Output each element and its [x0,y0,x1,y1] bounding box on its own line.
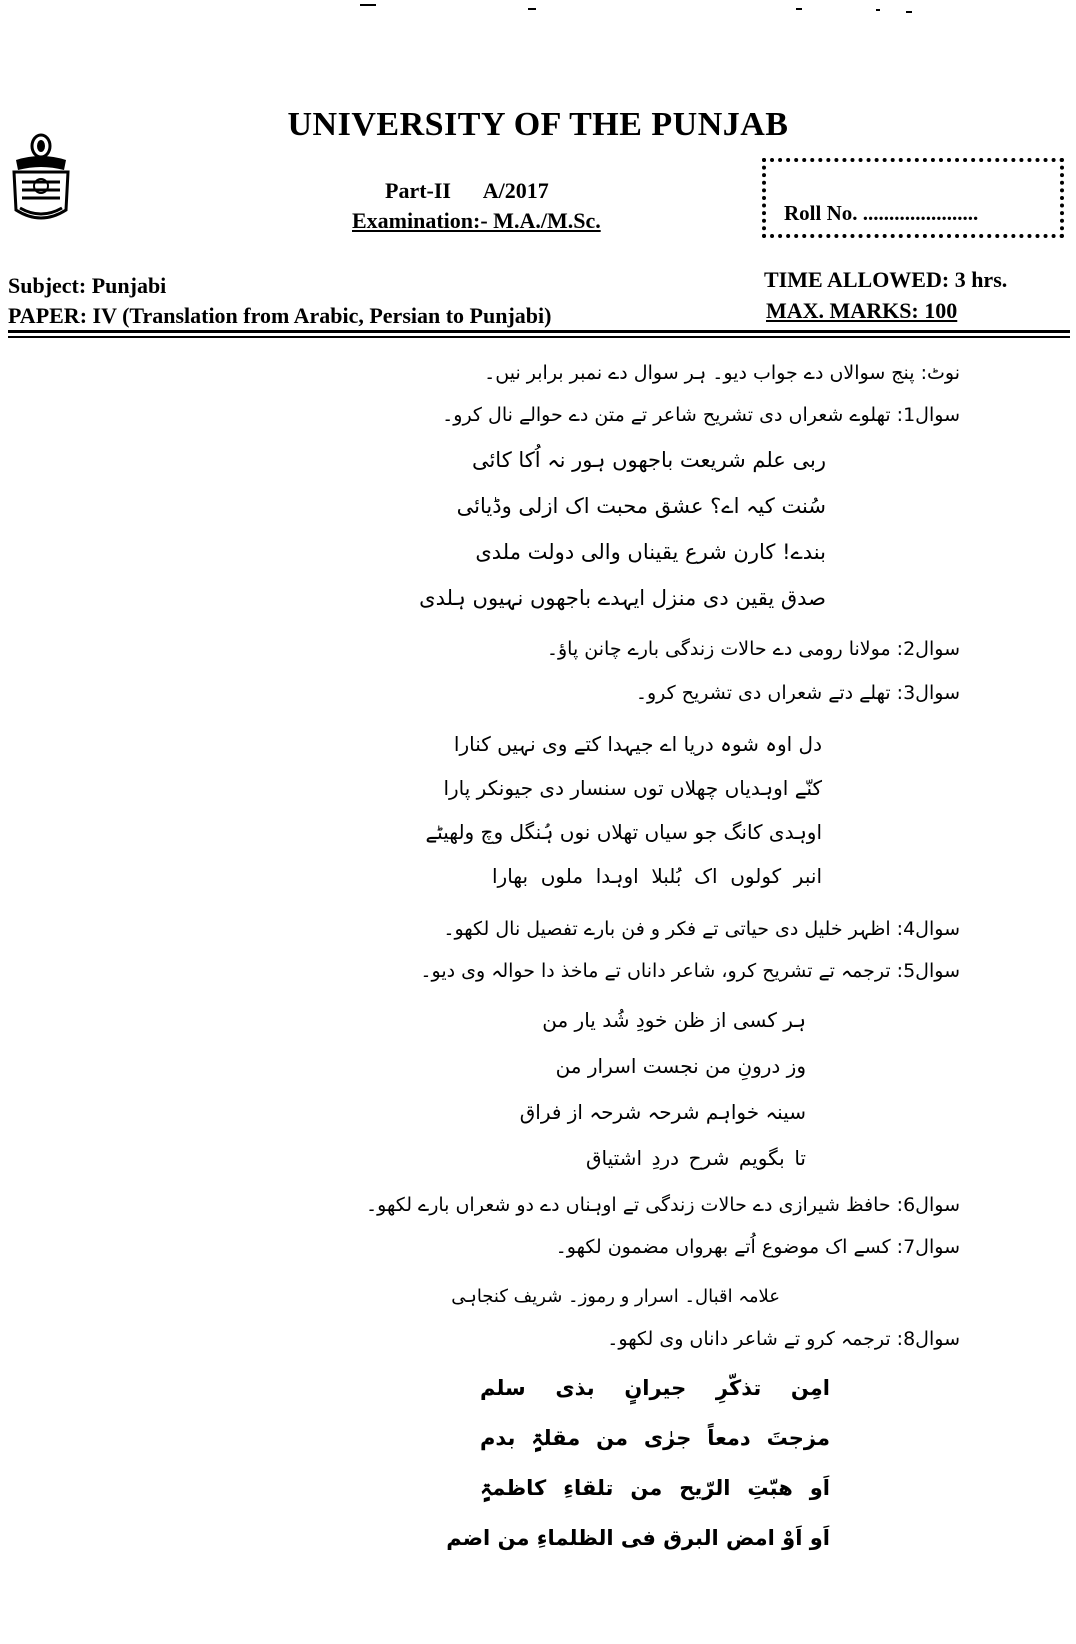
verse-line: سینہ خواہم شرحہ شرحہ از فراق [519,1100,806,1124]
verse-line: بندے! کارن شرع یقیناں والی دولت ملدی [475,540,826,564]
question-1-verses [419,448,826,632]
question-3: سوال3: تھلے دتے شعراں دی تشریح کرو۔ [635,682,960,704]
scan-marks [0,0,1076,14]
verse-line: وز درونِ من نجست اسرار من [555,1054,806,1078]
verse-line: اَو اَوْ امض البرق فی الظلماءِ من اضم [446,1526,830,1550]
subject-label: Subject: Punjabi [8,273,167,298]
question-8-verses [446,1376,830,1576]
verse-line: امِن تذکّرِ جیرانٍ بذی سلم [480,1376,830,1400]
part-label: Part-II A/2017 [385,178,549,203]
paper-label: PAPER: IV (Translation from Arabic, Persian to Punjabi) [8,303,552,328]
question-7-topics: علامہ اقبال۔ اسرار و رموز۔ شریف کنجاہی [451,1286,780,1307]
question-7: سوال7: کسے اک موضوع اُتے بھرواں مضمون لکھو۔ [555,1236,960,1258]
verse-line: سُنت کیہ اے؟ عشق محبت اک ازلی وڈیائی [456,494,826,518]
verse-line: انبر کولوں اک بُلبلا اوہدا ملوں بھارا [492,864,822,888]
verse-line: دل اوہ شوہ دریا اے جیہدا کتے وی نہیں کنارا [453,732,822,756]
verse-line: صدق یقین دی منزل ایہدے باجھوں نہیوں ہلدی [419,586,826,610]
roll-number-box [762,158,1064,238]
question-5-verses [519,1008,806,1192]
question-3-verses [425,732,822,908]
question-6: سوال6: حافظ شیرازی دے حالات زندگی تے اوہناں دے دو شعراں بارے لکھو۔ [366,1194,960,1216]
verse-line: تا بگویم شرح دردِ اشتیاق [586,1146,806,1170]
roll-number-label: Roll No. ...................... [784,201,979,225]
header-divider [8,330,1070,333]
question-5: سوال5: ترجمہ تے تشریح کرو، شاعر داناں تے ماخذ دا حوالہ وی دیو۔ [420,960,960,982]
verse-line: ہر کسی از ظن خودِ شُد یار من [542,1008,806,1032]
verse-line: اَو ھبّتِ الرّیح من تلقاءِ کاظمۃٍ [480,1476,830,1500]
examination-label: Examination:- M.A./M.Sc. [352,208,601,233]
verse-line: کنّے اوہدیاں چھلاں توں سنسار دی جیونکر پارا [443,776,822,800]
note-text: نوٹ: پنج سوالاں دے جواب دیو۔ ہر سوال دے نمبر برابر نیں۔ [484,362,960,384]
question-4: سوال4: اظہر خلیل دی حیاتی تے فکر و فن بارے تفصیل نال لکھو۔ [443,918,960,940]
question-2: سوال2: مولانا رومی دے حالات زندگی بارے چانن پاؤ۔ [546,638,960,660]
question-1: سوال1: تھلوے شعراں دی تشریح شاعر تے متن دے حوالے نال کرو۔ [442,404,960,426]
question-8: سوال8: ترجمہ کرو تے شاعر داناں وی لکھو۔ [607,1328,960,1350]
max-marks: MAX. MARKS: 100 [766,298,958,323]
verse-line: مزجتَ دمعاً جرٰی من مقلۃٍ بدم [480,1426,830,1450]
time-allowed: TIME ALLOWED: 3 hrs. [764,267,1008,292]
university-title: UNIVERSITY OF THE PUNJAB [287,106,789,143]
header-divider-thin [8,336,1070,338]
verse-line: اوہدی کانگ جو سیاں تھلاں نوں ہُنگل وچ ولھیٹے [425,820,822,844]
university-seal-icon [6,130,76,230]
verse-line: ربی علم شریعت باجھوں ہور نہ اُکا کائی [471,448,826,472]
